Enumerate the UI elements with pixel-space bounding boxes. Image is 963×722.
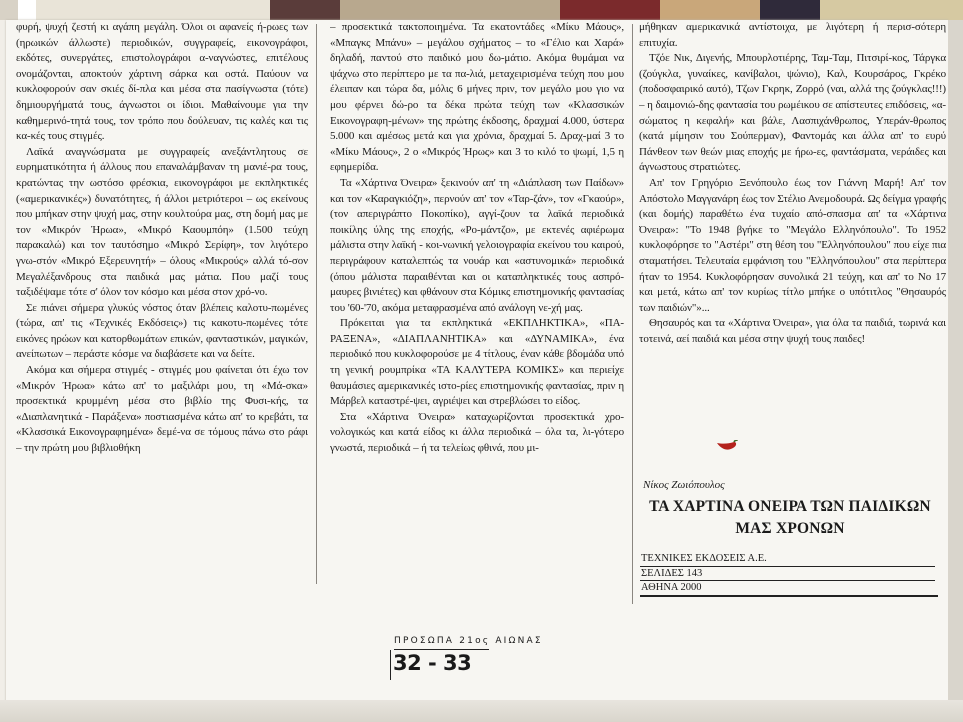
column-divider	[316, 24, 317, 584]
article-column-2	[330, 20, 624, 595]
paragraph: μήθηκαν αμερικανικά αντίστοιχα, με λιγότερη ή περισ-σότερη επιτυχία.	[639, 21, 946, 49]
page-numbers: 32 - 33	[393, 651, 472, 675]
author-credit: Νίκος Ζωιόπουλος	[643, 479, 725, 491]
book-place-year: ΑΘΗΝΑ 2000	[640, 581, 938, 597]
paragraph: φυρή, ψυχή ζεστή κι αγάπη μεγάλη. Όλοι οι αφανείς ή-ρωες των (ηρωικών άλλωστε) περιοδικών, συγγραφείς, εικονογράφοι, εκδότες, συνεργάτες, επιστολογράφοι α-ναγνώστες, επιτέλους ονομάζονται, αποκτούν χάρτινη σάρκα και οστά. Παύουν να κυκλοφορούν σαν σκιές δί-πλα και μέσα στα πασίγνωστα (τότε) δημιουργήματά τους, άγνωστοι οι ίδιοι. Μαθαίνουμε για την καθημερινό-τητά τους, τον τρόπο που δούλευαν, τις καλές και τις κα-κές τους στιγμές.	[16, 21, 308, 143]
section-label: ΠΡΟΣΩΠΑ 21ος ΑΙΩΝΑΣ	[394, 636, 543, 646]
paragraph: Στα «Χάρτινα Όνειρα» καταχωρίζονται προσεκτικά χρο-νολογικώς και κατά είδος κι άλλα περιοδικά – όλα τα, λι-γότερο γνωστά, περιοδικά – ή τα τελείως φθινά, που μι-	[330, 410, 624, 455]
column-divider	[632, 24, 633, 604]
book-title-line: ΜΑΣ ΧΡΟΝΩΝ	[735, 520, 845, 537]
paragraph: Σε πιάνει σήμερα γλυκύς νόστος όταν βλέπεις καλοτυ-πωμένες (τώρα, απ' τις «Τεχνικές Εκδόσεις») τις κακοτυ-πωμένες τότε εικόνες ηρώων και κατορθωμάτων επικών, φανταστικών, μαγικών, ανείπωτων – περάστε κόσμε να διαβάσετε και να δείτε.	[16, 301, 308, 361]
article-column-1	[16, 20, 308, 580]
paragraph: Λαϊκά αναγνώσματα με συγγραφείς ανεξάντλητους σε ευρηματικότητα ή άλλους που επαναλάμβαναν τη μανιέ-ρα τους, κρατώντας την ωστόσο φρέσκια, εικονογράφοι με εκπληκτικές («αμερικανικές») δυνατότητες, ή άλλοι μετριότεροι – ως εκείνους που μπήκαν στην ψυχή μας, στην κουλτούρα μας, στη δομή μας με τον «Μικρόν Ήρωα», «Μικρό Καουμπόη» (1.500 τεύχη παρακαλώ) και τον ταυτόσημο «Μικρό Σερίφη», τον λιγότερο γνω-στόν «Μικρό Εξερευνητή» – όλους «Μικρούς» αλλά τό-σον Μεγαλέξανδρους στα παιδικά μας μάτια. Που μαζί τους ταξιδέψαμε τότε σ' όλον τον κόσμο και μέσα στον χρό-νο.	[16, 145, 308, 299]
section-rule	[394, 649, 489, 650]
paragraph: Τζόε Νικ, Διγενής, Μπουρλοτιέρης, Ταμ-Ταμ, Πιτσιρί-κος, Τάργκα (ζούγκλα, γυναίκες, κανίβαλοι, ψώνιο), Καλ, Κουρσάρος, Γκρέκο (ποδοσφαιρικό αυτό), Τζων Γκρηκ, Ζορρό (ναι, αλλά της ζούγκλας!!!) – η δαιμονιώ-δης φαντασία του ρωμέικου σε απίστευτες επιδόσεις, «α-σώματος η κεφαλή» και βάλε, Λασπιχάνθρωπος, Υπεράν-θρωπος (κατά μίμησιν του Σούπερμαν), Φαντομάς και άλλα απ' το ευρύ Πάνθεον των θεών μιας εποχής με ήρω-ες, φαντάσματα, νεράιδες και άγνωστους στρατιώτες.	[639, 52, 946, 174]
article-column-3	[639, 20, 946, 460]
chili-pepper-icon	[716, 440, 738, 454]
page-bottom-edge	[0, 700, 963, 722]
page-number-rule	[390, 650, 391, 680]
page-edge	[948, 20, 963, 722]
paragraph: Ακόμα και σήμερα στιγμές - στιγμές μου φαίνεται ότι έχω τον «Μικρόν Ήρωα» κάτω απ' το μαξιλάρι μου, τη «Μά-σκα» προσεκτικά κρυμμένη μέσα στο βιβλίο της Φυσι-κής, τα «Διαπλανητικά - Παράξενα» ποστιασμένα κάτω απ' το κρεβάτι, τα «Κλασσικά Εικονογραφημένα» δεμέ-να σε τόμους πάνω στο ράφι – την πρώτη μου βιβλιοθήκη	[16, 364, 308, 455]
paragraph: Πρόκειται για τα εκπληκτικά «ΕΚΠΛΗΚΤΙΚΑ», «ΠΑ-ΡΑΞΕΝΑ», «ΔΙΑΠΛΑΝΗΤΙΚΑ» και «ΔΥΝΑΜΙΚΑ», ένα περιοδικό που κυκλοφορούσε με 4 τίτλους, έναν κάθε βδομάδα υπό τη γενική ρουμπρίκα «ΤΑ ΚΑΛΥΤΕΡΑ ΚΟΜΙΚΣ» και περιείχε θαυμάσιες αμερικανικές ιστο-ρίες επιστημονικής φαντασίας, πριν η Μάρβελ καταστρέ-ψει, αγριέψει και στρεβλώσει το είδος.	[330, 317, 624, 408]
paragraph: – προσεκτικά τακτοποιημένα. Τα εκατοντάδες «Μίκυ Μάους», «Μπαγκς Μπάνυ» – μεγάλου σχήματος – το «Γέλιο και Χαρά» δηλαδή, παντού στο παιδικό μου δω-μάτιο. Ακόμα θυμάμαι να ψάχνω στο περίπτερο με τα πα-λιά, μεταχειρισμένα τεύχη που μου έλειπαν και τώρα δα, μόλις 6 μήνες πριν, τον μεγάλο μου γιο να μου φέρνει δώ-ρο τα δέκα πρώτα τεύχη των «Κλασσικών Εικονογραφη-μένων» της πρώτης έκδοσης, δραχμαί 4.000, ύστερα 5.000 και αμέσως μετά και για χρόνια, δραχμαί 5. Δραχ-μαί 3 το «Μίκυ Μάους», 2 ο «Μικρός Ήρως» και 3 το κιλό το ψωμί, 1,5 η εφημερίδα.	[330, 21, 624, 174]
book-pages: ΣΕΛΙΔΕΣ 143	[640, 567, 935, 582]
paragraph: Απ' τον Γρηγόριο Ξενόπουλο έως τον Γιάννη Μαρή! Απ' τον Απόστολο Μαγγανάρη έως τον Στέλιο Ανεμοδουρά. Ως δείγμα γραφής (και δομής) παραθέτω ένα τυχαίο από-σπασμα απ' τα «Χάρτινα Όνειρα»: "Το 1948 βγήκε το "Μεγάλο Ελληνόπουλο". Το 1952 κυκλοφόρησε το "Αστέρι" στη θέση του "Ελληνόπουλου" που είχε πια σταματήσει. Τελευταία εμφάνιση του "Ελληνόπουλου" στα περίπτερα ήταν το 1954. Κυκλοφόρησαν συνολικά 21 τεύχη, και απ' το Νο 17 και μετά, κάτω απ' τον κυρίως τίτλο μπήκε ο υπότιτλος "Θησαυρός των παιδιών"»...	[639, 176, 946, 314]
paragraph: Θησαυρός και τα «Χάρτινα Όνειρα», για όλα τα παιδιά, τωρινά και τοτεινά, αεί παιδιά και μέσα στην ψυχή τους παιδες!	[639, 317, 946, 345]
top-photo-strip	[0, 0, 963, 20]
book-info	[640, 552, 935, 597]
book-title-line: ΤΑ ΧΑΡΤΙΝΑ ΟΝΕΙΡΑ ΤΩΝ ΠΑΙΔΙΚΩΝ	[649, 498, 931, 515]
book-title	[640, 496, 940, 540]
paragraph: Τα «Χάρτινα Όνειρα» ξεκινούν απ' τη «Διάπλαση των Παίδων» και τον «Καραγκιόζη», περνούν απ' τον «Ταρ-ζάν», τον «Γκαούρ», (τον απεριγράπτο Ποκοπίκο), αγγί-ζουν τα λαϊκά περιοδικά ποικίλης ύλης της εποχής, «Ρο-μάντζο», με εκτενές αφιέρωμα μάλιστα στην λαϊκή - κοι-νωνική γελοιογραφία εκείνου του καιρού, περιγράφουν καταλεπτώς τα νουάρ και «αστυνομικά» περιοδικά (όπου μάλιστα παραιθένται και οι καταπληκτικές τους ασπρό-μαυρες βινιέτες) και φθάνουν στα Κόμικς επιστημονικής φαντασίας του '60-'70, ακόμα μεταφρασμένα από ανάλογη νε-χή μας.	[330, 176, 624, 314]
book-publisher: ΤΕΧΝΙΚΕΣ ΕΚΔΟΣΕΙΣ Α.Ε.	[640, 552, 935, 567]
